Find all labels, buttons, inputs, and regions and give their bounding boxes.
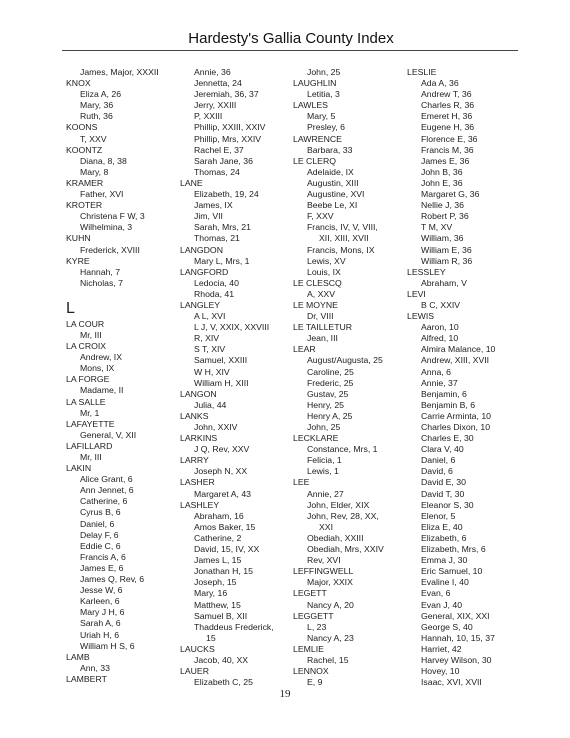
index-subentry: Andrew, IX — [80, 352, 123, 363]
index-subentry: A L, XVI — [194, 311, 226, 322]
page-number: 19 — [279, 688, 291, 700]
index-subentry: General, XIX, XXI — [421, 610, 490, 621]
index-subentry: Obediah, Mrs, XXIV — [307, 544, 384, 555]
index-surname: KYRE — [66, 255, 90, 266]
index-surname: LEFFINGWELL — [293, 566, 354, 577]
index-subentry: Margaret G, 36 — [421, 189, 480, 200]
index-subentry: E, 9 — [307, 677, 323, 688]
index-surname: LE MOYNE — [293, 299, 338, 310]
index-subentry: Jennetta, 24 — [194, 78, 242, 89]
index-subentry: James, IX — [194, 200, 233, 211]
index-subentry: Phillip, Mrs, XXIV — [194, 133, 262, 144]
index-subentry: R, XIV — [194, 333, 220, 344]
index-subentry: Nancy A, 23 — [307, 632, 354, 643]
index-subentry: Frederic, 25 — [307, 377, 354, 388]
index-subentry: Obediah, XXIII — [307, 532, 364, 543]
index-subentry: Eliza E, 40 — [421, 521, 463, 532]
index-subentry: T M, XV — [421, 222, 453, 233]
index-subentry: Matthew, 15 — [194, 599, 241, 610]
index-subentry: Charles E, 30 — [421, 433, 474, 444]
index-subentry: William R, 36 — [421, 255, 473, 266]
index-column-2 — [180, 67, 274, 688]
index-subentry: Lewis, XV — [307, 255, 346, 266]
index-subentry: L, 23 — [307, 621, 327, 632]
index-surname: LAMB — [66, 651, 90, 662]
index-surname: LA SALLE — [66, 396, 106, 407]
index-subentry: Evan J, 40 — [421, 599, 463, 610]
index-subentry: Father, XVI — [80, 189, 124, 200]
index-surname: LAMBERT — [66, 673, 107, 684]
index-surname: LEGGETT — [293, 610, 334, 621]
index-subentry: Sarah A, 6 — [80, 618, 121, 629]
index-subentry: Samuel B, XII — [194, 610, 248, 621]
index-subentry: Barbara, 33 — [307, 144, 353, 155]
index-subentry: Francis A, 6 — [80, 551, 126, 562]
index-subentry: Hannah, 10, 15, 37 — [421, 632, 495, 643]
index-surname: KROTER — [66, 200, 103, 211]
index-subentry: Caroline, 25 — [307, 366, 354, 377]
index-subentry: John, XXIV — [194, 422, 238, 432]
index-subentry: Rev, XVI — [307, 555, 341, 566]
index-surname: LE TAILLETUR — [293, 322, 353, 333]
index-subentry: David, 15, IV, XX — [194, 544, 260, 555]
index-subentry: Florence E, 36 — [421, 133, 478, 144]
index-subentry: Major, XXIX — [307, 577, 353, 588]
index-subentry: James E, 6 — [80, 562, 124, 573]
index-subentry: Ann, 33 — [80, 662, 110, 673]
index-subentry: Hovey, 10 — [421, 666, 460, 677]
index-subentry: Hannah, 7 — [80, 266, 121, 277]
index-subentry: Thaddeus Frederick, — [194, 621, 274, 632]
index-surname: LASHLEY — [180, 499, 220, 510]
index-surname: LEMLIE — [293, 643, 324, 654]
index-subentry: Beebe Le, XI — [307, 200, 358, 211]
index-subentry: L J, V, XXIX, XXVIII — [194, 322, 270, 333]
index-subentry: Annie, 37 — [421, 377, 458, 388]
index-subentry: Julia, 44 — [194, 399, 227, 410]
header-rule — [62, 50, 518, 51]
index-subentry: David, 6 — [421, 466, 453, 477]
index-subentry: Clara V, 40 — [421, 444, 464, 455]
index-subentry: Constance, Mrs, 1 — [307, 444, 378, 455]
index-subentry: Joseph N, XX — [194, 466, 248, 477]
index-subentry: Rhoda, 41 — [194, 288, 235, 299]
index-subentry: Emeret H, 36 — [421, 111, 473, 122]
index-subentry: Christena F W, 3 — [80, 211, 145, 222]
index-subentry: Abraham, V — [421, 277, 467, 288]
index-surname: LEAR — [293, 344, 316, 355]
index-subentry: Catherine, 6 — [80, 496, 128, 507]
index-surname: LAWRENCE — [293, 133, 342, 144]
section-spacer — [66, 289, 159, 296]
index-subentry: Nicholas, 7 — [80, 277, 123, 288]
index-subentry: Charles R, 36 — [421, 100, 475, 111]
index-subentry: Almira Malance, 10 — [421, 344, 496, 355]
index-subentry: Gustav, 25 — [307, 388, 349, 399]
index-subentry: Ada A, 36 — [421, 78, 459, 89]
index-subentry: Isaac, XVI, XVII — [421, 677, 482, 688]
index-subentry: Frederick, XVIII — [80, 244, 140, 255]
index-subentry: Presley, 6 — [307, 122, 345, 133]
index-subentry: Jonathan H, 15 — [194, 566, 253, 577]
index-surname: KOONTZ — [66, 144, 103, 155]
index-subentry: Jacob, 40, XX — [194, 654, 249, 665]
index-subentry: Carrie Arminta, 10 — [421, 410, 492, 421]
index-surname: LE CLERQ — [293, 155, 336, 166]
index-subentry: Evan, 6 — [421, 588, 451, 599]
index-subentry: Sarah Jane, 36 — [194, 155, 253, 166]
index-subentry: Henry A, 25 — [307, 410, 353, 421]
index-subentry: James, Major, XXXII — [80, 67, 159, 77]
index-subentry: Mary, 5 — [307, 111, 336, 122]
index-subentry: Daniel, 6 — [80, 518, 115, 529]
index-surname: KOONS — [66, 122, 98, 133]
index-subentry: Benjamin B, 6 — [421, 399, 476, 410]
index-surname: LANGDON — [180, 244, 223, 255]
index-subentry: George S, 40 — [421, 621, 473, 632]
index-surname: LAKIN — [66, 463, 92, 474]
index-surname: LAUCKS — [180, 643, 215, 654]
index-subentry: John, 25 — [307, 67, 341, 77]
index-subentry: Elenor, 5 — [421, 510, 456, 521]
index-subentry: S T, XIV — [194, 344, 226, 355]
index-surname: LA FORGE — [66, 374, 110, 385]
index-subentry: Mary L, Mrs, 1 — [194, 255, 250, 266]
index-subentry: Annie, 27 — [307, 488, 344, 499]
page-title: Hardesty's Gallia County Index — [188, 30, 394, 47]
index-surname: LANE — [180, 177, 203, 188]
index-subentry: Mr, III — [80, 452, 102, 462]
index-subentry: Eric Samuel, 10 — [421, 566, 483, 577]
index-subentry: Elizabeth C, 25 — [194, 677, 253, 688]
index-subentry: Catherine, 2 — [194, 532, 242, 543]
index-subentry: William, 36 — [421, 233, 464, 244]
index-subentry: David T, 30 — [421, 488, 465, 499]
index-surname: LESLIE — [407, 67, 437, 77]
index-surname: LEVI — [407, 288, 426, 299]
index-subentry: John, Elder, XIX — [307, 499, 370, 510]
index-subentry: Uriah H, 6 — [80, 629, 120, 640]
index-subentry: Elizabeth, Mrs, 6 — [421, 544, 486, 555]
index-surname: KNOX — [66, 78, 91, 89]
index-subentry: Jesse W, 6 — [80, 585, 123, 596]
index-surname: LAFILLARD — [66, 440, 113, 451]
index-surname: LAUER — [180, 666, 209, 677]
index-subentry: Letitia, 3 — [307, 89, 340, 100]
index-subentry: P, XXIII — [194, 111, 223, 122]
index-subentry: Eleanor S, 30 — [421, 499, 474, 510]
index-subentry: General, V, XII — [80, 429, 137, 440]
index-subentry: Abraham, 16 — [194, 510, 244, 521]
index-subentry: Amos Baker, 15 — [194, 521, 256, 532]
index-subentry: Robert P, 36 — [421, 211, 469, 222]
index-subentry: August/Augusta, 25 — [307, 355, 383, 366]
index-subentry: Mary, 8 — [80, 166, 109, 177]
index-subentry: William E, 36 — [421, 244, 472, 255]
index-subentry: Mr, 1 — [80, 407, 100, 418]
index-subentry: Daniel, 6 — [421, 455, 456, 466]
index-subentry: Mr, III — [80, 329, 102, 340]
index-subentry: Mary J H, 6 — [80, 607, 125, 618]
index-surname: KRAMER — [66, 177, 104, 188]
index-subentry: Thomas, 24 — [194, 166, 240, 177]
index-subentry: Louis, IX — [307, 266, 341, 277]
index-subentry: Adelaide, IX — [307, 166, 354, 177]
index-subentry: David E, 30 — [421, 477, 466, 488]
index-subentry: James E, 36 — [421, 155, 470, 166]
index-subentry: Elizabeth, 6 — [421, 532, 467, 543]
index-subentry: Ledocia, 40 — [194, 277, 239, 288]
index-continuation: 15 — [206, 632, 216, 643]
index-subentry: Ann Jennet, 6 — [80, 485, 134, 496]
index-surname: LESSLEY — [407, 266, 446, 277]
index-subentry: Anna, 6 — [421, 366, 451, 377]
index-subentry: Ruth, 36 — [80, 111, 113, 122]
index-subentry: W H, XIV — [194, 366, 230, 377]
index-subentry: Samuel, XXIII — [194, 355, 248, 366]
index-subentry: Eliza A, 26 — [80, 89, 122, 100]
index-subentry: Charles Dixon, 10 — [421, 422, 491, 432]
index-surname: LANGON — [180, 388, 217, 399]
index-subentry: B C, XXIV — [421, 299, 461, 310]
index-subentry: Mary, 16 — [194, 588, 228, 599]
index-subentry: F, XXV — [307, 211, 334, 222]
index-surname: LA CROIX — [66, 341, 107, 352]
index-subentry: Jim, VII — [194, 211, 223, 222]
index-subentry: Mary, 36 — [80, 100, 114, 111]
index-subentry: Nancy A, 20 — [307, 599, 354, 610]
index-subentry: Augustin, XIII — [307, 177, 359, 188]
index-surname: LANGLEY — [180, 299, 221, 310]
index-surname: LAUGHLIN — [293, 78, 337, 89]
index-subentry: John E, 36 — [421, 177, 463, 188]
index-continuation: XII, XIII, XVII — [319, 233, 369, 244]
index-surname: LENNOX — [293, 666, 329, 677]
index-subentry: John B, 36 — [421, 166, 463, 177]
index-surname: LAFAYETTE — [66, 418, 115, 429]
index-surname: LEGETT — [293, 588, 327, 599]
index-surname: LEE — [293, 477, 310, 488]
index-subentry: Sarah, Mrs, 21 — [194, 222, 251, 233]
index-subentry: Henry, 25 — [307, 399, 345, 410]
index-subentry: Delay F, 6 — [80, 529, 119, 540]
index-subentry: Mons, IX — [80, 363, 115, 374]
index-subentry: Eugene H, 36 — [421, 122, 475, 133]
index-surname: LE CLESCQ — [293, 277, 342, 288]
index-subentry: J Q, Rev, XXV — [194, 444, 250, 455]
index-subentry: Emma J, 30 — [421, 555, 468, 566]
index-subentry: Aaron, 10 — [421, 322, 459, 333]
index-subentry: Eddie C, 6 — [80, 540, 121, 551]
index-surname: LARRY — [180, 455, 209, 466]
index-surname: LANGFORD — [180, 266, 229, 277]
index-subentry: James Q, Rev, 6 — [80, 574, 145, 585]
index-continuation: XXI — [319, 521, 334, 532]
index-subentry: Elizabeth, 19, 24 — [194, 189, 259, 200]
index-subentry: Rachel E, 37 — [194, 144, 244, 155]
index-surname: LANKS — [180, 410, 209, 421]
index-subentry: John, 25 — [307, 422, 341, 432]
index-subentry: Cyrus B, 6 — [80, 507, 121, 518]
index-surname: LECKLARE — [293, 433, 339, 444]
index-subentry: Francis, Mons, IX — [307, 244, 375, 255]
index-subentry: Diana, 8, 38 — [80, 155, 127, 166]
index-subentry: Jerry, XXIII — [194, 100, 237, 111]
index-subentry: Lewis, 1 — [307, 466, 339, 477]
index-subentry: Francis M, 36 — [421, 144, 474, 155]
index-subentry: William H, XIII — [194, 377, 249, 388]
index-surname: LA COUR — [66, 318, 105, 329]
index-surname: KUHN — [66, 233, 91, 244]
index-subentry: Jean, III — [307, 333, 338, 344]
index-subentry: John, Rev, 28, XX, — [307, 510, 379, 521]
index-subentry: William H S, 6 — [80, 640, 135, 651]
index-subentry: Joseph, 15 — [194, 577, 237, 588]
index-subentry: Andrew T, 36 — [421, 89, 472, 100]
index-surname: LARKINS — [180, 433, 218, 444]
section-letter: L — [66, 299, 75, 317]
index-subentry: Nellie J, 36 — [421, 200, 464, 211]
index-subentry: Francis, IV, V, VIII, — [307, 222, 378, 233]
index-column-1 — [66, 67, 159, 685]
index-subentry: Alfred, 10 — [421, 333, 459, 344]
index-subentry: Phillip, XXIII, XXIV — [194, 122, 266, 133]
index-subentry: Madame, II — [80, 385, 124, 396]
index-subentry: Alice Grant, 6 — [80, 474, 133, 485]
index-subentry: Andrew, XIII, XVII — [421, 355, 490, 366]
index-subentry: Karleen, 6 — [80, 596, 120, 607]
index-subentry: Augustine, XVI — [307, 189, 365, 200]
index-subentry: Dr, VIII — [307, 311, 334, 322]
index-subentry: Annie, 36 — [194, 67, 231, 77]
index-subentry: Harriet, 42 — [421, 643, 462, 654]
index-subentry: Jeremiah, 36, 37 — [194, 89, 259, 100]
index-subentry: Margaret A, 43 — [194, 488, 251, 499]
index-subentry: A, XXV — [307, 288, 336, 299]
index-column-3 — [293, 67, 384, 688]
index-surname: LASHER — [180, 477, 215, 488]
index-column-4 — [407, 67, 495, 688]
index-subentry: Thomas, 21 — [194, 233, 240, 244]
index-subentry: James L, 15 — [194, 555, 242, 566]
index-subentry: T, XXV — [80, 133, 107, 144]
index-subentry: Rachel, 15 — [307, 654, 349, 665]
index-subentry: Felicia, 1 — [307, 455, 342, 466]
index-subentry: Evaline I, 40 — [421, 577, 469, 588]
index-subentry: Harvey Wilson, 30 — [421, 654, 492, 665]
index-subentry: Wilhelmina, 3 — [80, 222, 133, 233]
index-surname: LEWIS — [407, 311, 435, 322]
index-subentry: Benjamin, 6 — [421, 388, 467, 399]
index-surname: LAWLES — [293, 100, 328, 111]
